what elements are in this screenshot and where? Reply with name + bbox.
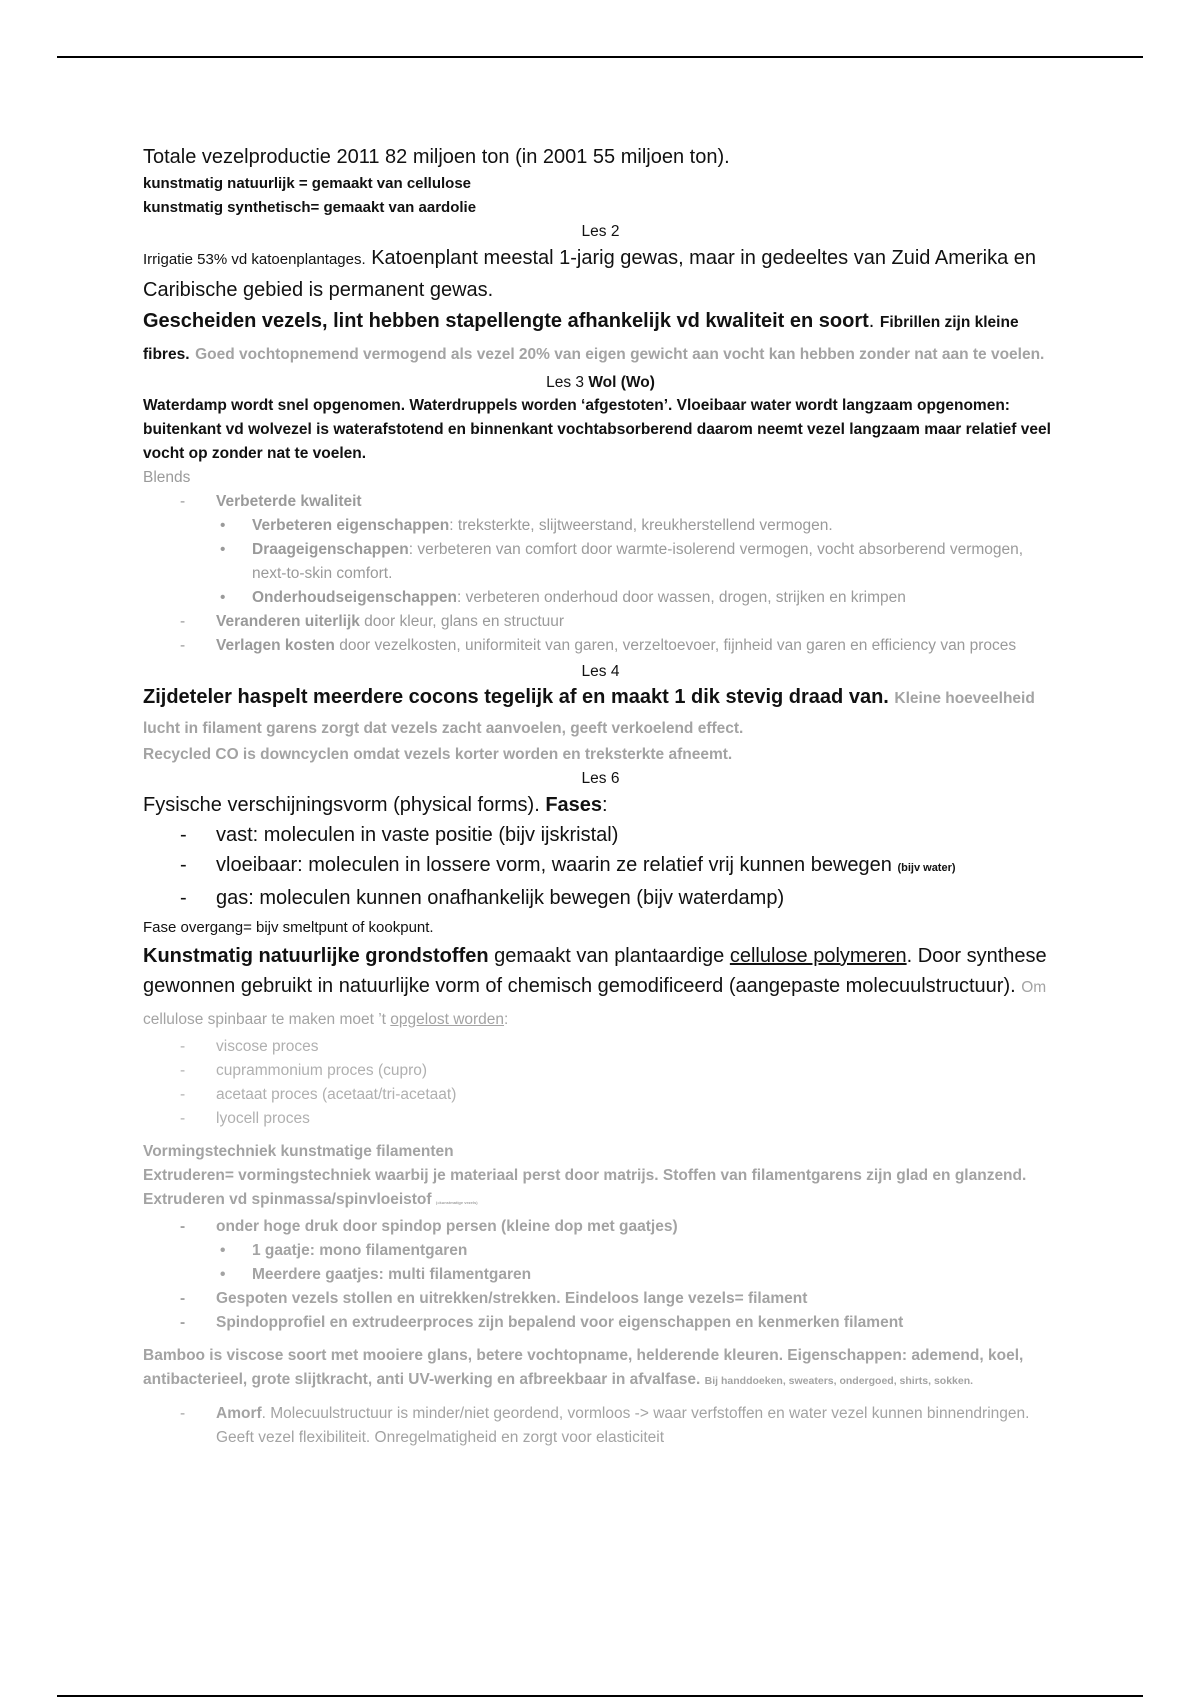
cotton-text: Katoenplant meestal 1-jarig gewas, maar in gedeeltes van Zuid Amerika en Caribische gebied is permanent gewas. (143, 247, 1037, 301)
les2-fibres (143, 306, 1058, 370)
sub-text: : verbeteren van comfort door warmte-isolerend vermogen, vocht absorberend vermogen, next-to-skin comfort. (252, 541, 1024, 582)
heading-les3 (143, 371, 1058, 394)
list-item (143, 820, 1058, 850)
phase-small: (bijv water) (897, 862, 956, 874)
extrusion-sublist (216, 1239, 1058, 1287)
silk-bold: Zijdeteler haspelt meerdere cocons tegelijk af en maakt 1 dik stevig draad van. (143, 686, 889, 708)
list-item: - lyocell proces (143, 1107, 1058, 1131)
sub-label: Onderhoudseigenschappen (252, 589, 457, 606)
kn-underline: cellulose polymeren (729, 945, 907, 967)
heading-les2: Les 2 (581, 223, 620, 240)
bamboo-small: Bij handdoeken, sweaters, ondergoed, shirts, sokken. (704, 1375, 974, 1387)
list-item (143, 883, 1058, 913)
forms-text: Fysische verschijningsvorm (physical forms). (143, 794, 540, 816)
fases-label: Fases (545, 794, 603, 816)
amorf-text: . Molecuulstructuur is minder/niet geordend, vormloos -> waar verfstoffen en water vezel kunnen binnendringen. Geeft vezel flexibiliteit. Onregelmatigheid en zorgt voor elasticiteit (216, 1405, 1030, 1446)
list-item (143, 1402, 1058, 1450)
bamboo-text (143, 1344, 1058, 1393)
list-item: - acetaat proces (acetaat/tri-acetaat) (143, 1083, 1058, 1107)
document-body (143, 142, 1058, 1450)
header-rule (57, 56, 1143, 58)
fibres-bold: Gescheiden vezels, lint hebben stapellengte afhankelijk vd kwaliteit en soort (143, 310, 869, 332)
item-text: door kleur, glans en structuur (359, 613, 565, 630)
list-item: - Spindopprofiel en extrudeerproces zijn bepalend voor eigenschappen en kenmerken filament (143, 1311, 1058, 1335)
process-list (143, 1035, 1058, 1131)
irrigation-small: Irrigatie 53% vd katoenplantages. (143, 251, 366, 268)
blends-list (143, 490, 1058, 658)
item-text: door vezelkosten, uniformiteit van garen, verzeltoevoer, fijnheid van garen en efficiency van proces (334, 637, 1017, 654)
spin-underline: opgelost worden (390, 1011, 505, 1028)
phase-text: gas: moleculen kunnen onafhankelijk bewegen (bijv waterdamp) (216, 887, 785, 909)
les4-silk (143, 683, 1058, 743)
silk-grey: Kleine hoeveelheid lucht in filament garens zorgt dat vezels zacht aanvoelen, geeft verkoelend effect. (143, 690, 1035, 737)
sub-label: Verbeteren eigenschappen (252, 517, 450, 534)
list-item: • 1 gaatje: mono filamentgaren (216, 1239, 1058, 1263)
extrusion-tiny: (=kunstmatige vezels) (435, 1200, 478, 1205)
list-item: - Gespoten vezels stollen en uitrekken/strekken. Eindeloos lange vezels= filament (143, 1287, 1058, 1311)
list-item (216, 586, 1058, 610)
def-natural: kunstmatig natuurlijk = gemaakt van cellulose (143, 175, 472, 192)
les3-wool: Wol (Wo) (588, 374, 655, 391)
forms-line (143, 790, 1058, 820)
fibrillen: Fibrillen zijn kleine fibres. (143, 314, 1019, 363)
extrusion-step: onder hoge druk door spindop persen (kleine dop met gaatjes) (216, 1218, 678, 1235)
wool-text: Waterdamp wordt snel opgenomen. Waterdruppels worden ‘afgestoten’. Vloeibaar water wordt langzaam opgenomen: buitenkant vd wolvezel is waterafstotend en binnenkant vochtabsorberend daarom neemt vezel langzaam maar relatief veel vocht op zonder nat te voelen. (143, 397, 1051, 462)
spin-lead: Om cellulose spinbaar te maken moet ’t (143, 979, 1047, 1028)
list-item (216, 538, 1058, 586)
heading-les4: Les 4 (581, 663, 620, 680)
list-item (143, 490, 1058, 610)
phase-text: vloeibaar: moleculen in lossere vorm, waarin ze relatief vrij kunnen bewegen (216, 854, 892, 876)
list-item: • Meerdere gaatjes: multi filamentgaren (216, 1263, 1058, 1287)
fibres-dot: . (868, 310, 875, 332)
kn-text: gemaakt van plantaardige (488, 945, 730, 967)
bamboo-main: Bamboo is viscose soort met mooiere glans, betere vochtopname, helderende kleuren. Eigenschappen: ademend, koel, antibacterieel, grote slijtkracht, anti UV-werking en afbreekbaar in afvalfase. (143, 1347, 1024, 1388)
quality-sublist (216, 514, 1058, 610)
extrusion-main: Extruderen= vormingstechniek waarbij je materiaal perst door matrijs. Stoffen van filamentgarens zijn glad en glanzend. Extruderen vd spinmassa/spinvloeistof (143, 1167, 1027, 1208)
footer-rule (57, 1695, 1143, 1697)
sub-text: : verbeteren onderhoud door wassen, drogen, strijken en krimpen (456, 589, 906, 606)
sub-text: : treksterkte, slijtweerstand, kreukherstellend vermogen. (449, 517, 833, 534)
phase-text: vast: moleculen in vaste positie (bijv ijskristal) (216, 824, 619, 846)
artificial-natural (143, 941, 1058, 1035)
amorf-list (143, 1402, 1058, 1450)
moisture-text: Goed vochtopnemend vermogend als vezel 20% van eigen gewicht aan vocht kan hebben zonder nat aan te voelen. (195, 346, 1045, 363)
phase-transition: Fase overgang= bijv smeltpunt of kookpunt. (143, 919, 434, 936)
blends-label: Blends (143, 469, 191, 486)
kn-bold: Kunstmatig natuurlijke grondstoffen (143, 945, 489, 967)
list-item (143, 610, 1058, 634)
production-line: Totale vezelproductie 2011 82 miljoen ton (in 2001 55 miljoen ton). (143, 146, 730, 168)
extrusion-text (143, 1164, 1058, 1215)
kn-text2: . Door synthese gewonnen gebruikt in natuurlijke vorm of chemisch gemodificeerd (aangepaste molecuulstructuur). (143, 945, 1047, 997)
list-item (143, 850, 1058, 883)
extrusion-list (143, 1215, 1058, 1335)
list-item (143, 634, 1058, 658)
item-label: Verlagen kosten (216, 637, 335, 654)
vorming-title: Vormingstechniek kunstmatige filamenten (143, 1143, 454, 1160)
list-item (216, 514, 1058, 538)
les2-irrigation (143, 243, 1058, 306)
def-synthetic: kunstmatig synthetisch= gemaakt van aardolie (143, 199, 477, 216)
item-label: Veranderen uiterlijk (216, 613, 360, 630)
list-item: - viscose proces (143, 1035, 1058, 1059)
list-item: - cuprammonium proces (cupro) (143, 1059, 1058, 1083)
list-item (143, 1215, 1058, 1287)
fases-colon: : (602, 794, 608, 816)
les3-prefix: Les 3 (546, 374, 585, 391)
sub-label: Draageigenschappen (252, 541, 409, 558)
heading-les6: Les 6 (581, 770, 620, 787)
recycled-text: Recycled CO is downcyclen omdat vezels korter worden en treksterkte afneemt. (143, 746, 733, 763)
spin-colon: : (504, 1011, 509, 1028)
amorf-label: Amorf (216, 1405, 262, 1422)
quality-label: Verbeterde kwaliteit (216, 493, 362, 510)
phases-list (143, 820, 1058, 913)
